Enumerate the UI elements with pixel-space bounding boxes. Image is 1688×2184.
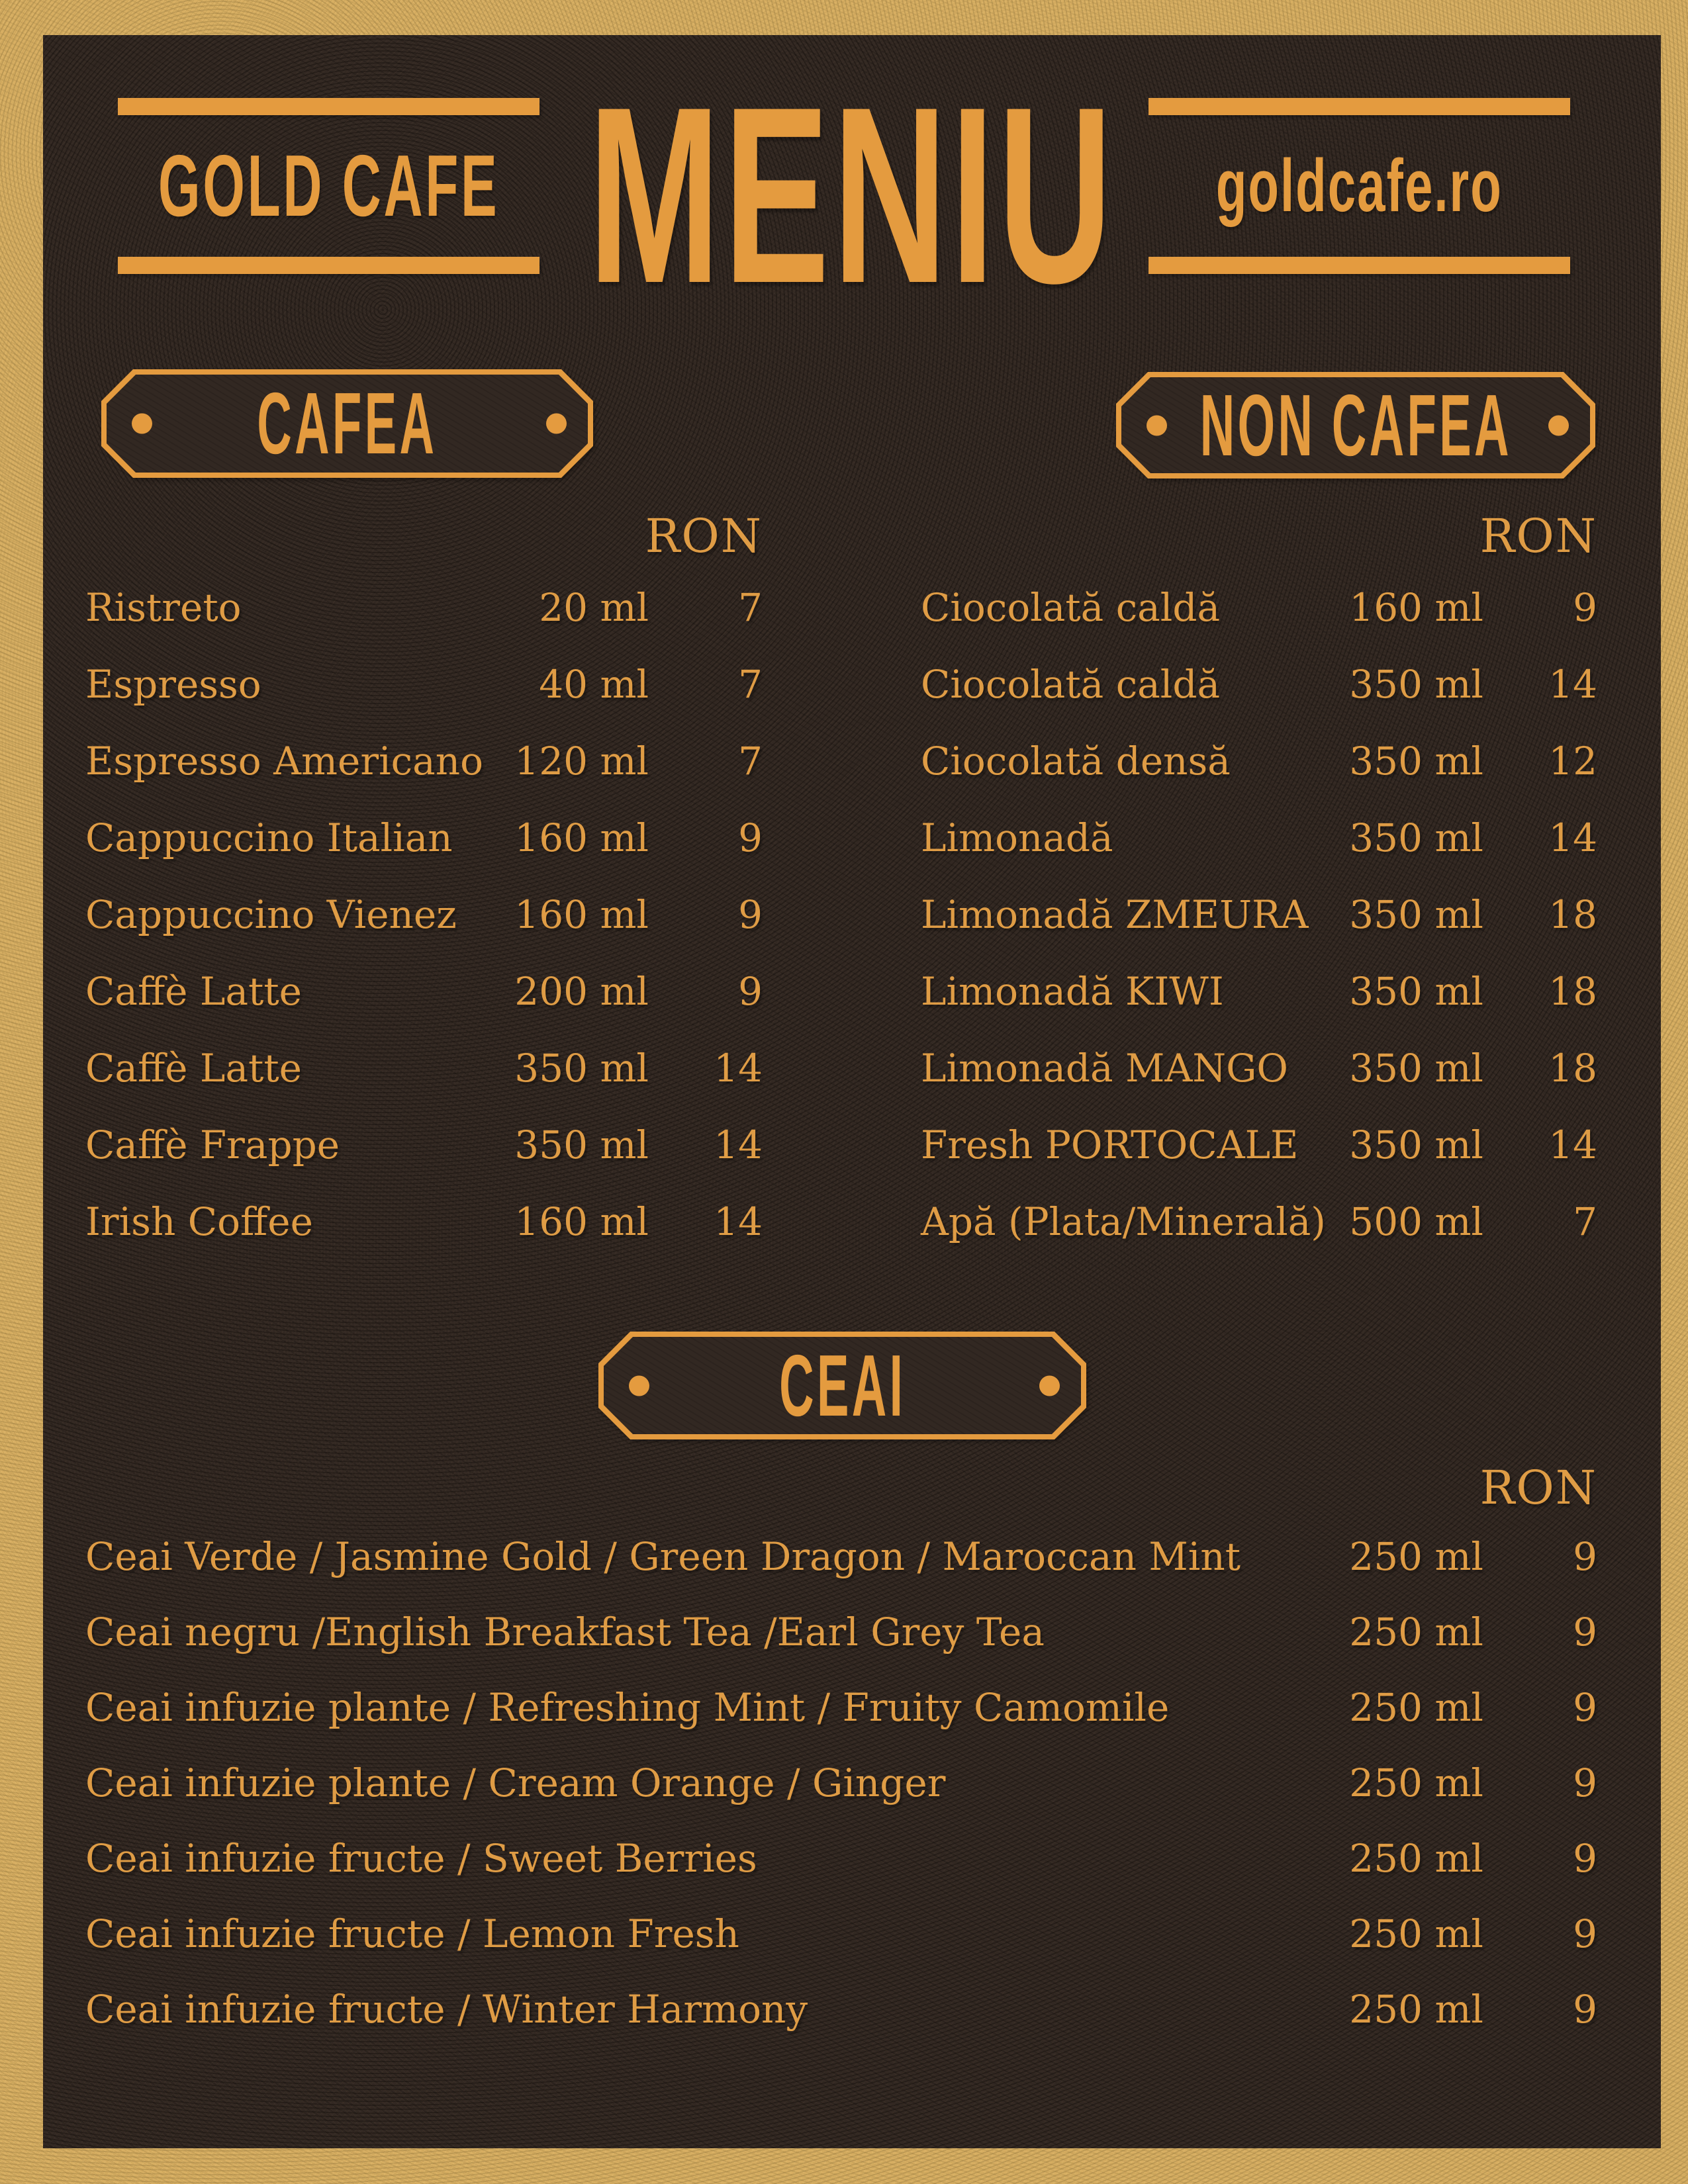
section-title-ceai: CEAI: [778, 1336, 906, 1434]
website-url: goldcafe.ro: [1216, 144, 1503, 227]
item-price: 9: [738, 815, 763, 860]
item-price: 18: [1548, 892, 1597, 937]
item-price: 14: [1548, 1122, 1597, 1167]
menu-item-row: [85, 876, 763, 953]
item-price: 7: [738, 662, 763, 707]
item-price: 9: [738, 969, 763, 1014]
item-price: 9: [1573, 1911, 1597, 1956]
item-price: 9: [1573, 1760, 1597, 1805]
item-volume: 350 ml: [1349, 1122, 1483, 1167]
item-name: Ciocolată densă: [921, 739, 1231, 784]
currency-header-non-cafea: RON: [1479, 509, 1597, 563]
item-volume: 250 ml: [1349, 1987, 1483, 2032]
item-price: 14: [1548, 815, 1597, 860]
menu-item-row: [85, 1670, 1597, 1745]
item-name: Apă (Plata/Minerală): [921, 1199, 1326, 1244]
item-price: 14: [714, 1122, 763, 1167]
item-price: 12: [1548, 739, 1597, 784]
item-name: Limonadă MANGO: [921, 1046, 1288, 1091]
menu-item-row: [85, 723, 763, 799]
item-price: 14: [714, 1046, 763, 1091]
menu-item-row: [85, 1107, 763, 1183]
section-title-cafea: CAFEA: [257, 375, 438, 472]
section-badge-cafea: [101, 369, 593, 478]
item-volume: 350 ml: [1349, 815, 1483, 860]
brand-rule-top-right: [1149, 98, 1570, 115]
item-price: 7: [1573, 1199, 1597, 1244]
currency-header-cafea: RON: [645, 509, 763, 563]
item-volume: 350 ml: [1349, 892, 1483, 937]
item-name: Limonadă ZMEURA: [921, 892, 1309, 937]
brand-block-right: [1149, 98, 1570, 274]
menu-item-row: [85, 569, 763, 646]
page-title: [434, 54, 1270, 336]
menu-item-row: [85, 646, 763, 723]
menu-item-row: [85, 1972, 1597, 2047]
menu-item-row: [85, 1896, 1597, 1972]
item-name: Ceai infuzie plante / Cream Orange / Ginger: [85, 1760, 946, 1805]
item-name: Ristreto: [85, 585, 242, 630]
item-name: Ciocolată caldă: [921, 662, 1221, 707]
menu-item-row: [85, 1519, 1597, 1594]
item-name: Irish Coffee: [85, 1199, 313, 1244]
item-name: Espresso Americano: [85, 739, 483, 784]
item-price: 9: [738, 892, 763, 937]
item-price: 14: [714, 1199, 763, 1244]
item-volume: 120 ml: [514, 739, 649, 784]
item-name: Ciocolată caldă: [921, 585, 1221, 630]
item-volume: 160 ml: [514, 815, 649, 860]
item-price: 9: [1573, 1534, 1597, 1579]
item-name: Caffè Latte: [85, 969, 302, 1014]
item-name: Ceai Verde / Jasmine Gold / Green Dragon / Maroccan Mint: [85, 1534, 1241, 1579]
item-price: 9: [1573, 1987, 1597, 2032]
item-volume: 160 ml: [514, 892, 649, 937]
item-volume: 250 ml: [1349, 1760, 1483, 1805]
item-volume: 350 ml: [514, 1122, 649, 1167]
item-volume: 350 ml: [1349, 662, 1483, 707]
item-price: 9: [1573, 1836, 1597, 1881]
item-name: Ceai negru /English Breakfast Tea /Earl Grey Tea: [85, 1610, 1045, 1655]
item-volume: 200 ml: [514, 969, 649, 1014]
menu-item-row: [85, 953, 763, 1030]
page-title-text: MENIU: [588, 54, 1116, 336]
item-price: 7: [738, 585, 763, 630]
item-volume: 250 ml: [1349, 1911, 1483, 1956]
menu-item-row: [85, 1183, 763, 1260]
item-name: Ceai infuzie fructe / Sweet Berries: [85, 1836, 757, 1881]
menu-item-row: [85, 1821, 1597, 1896]
item-price: 18: [1548, 1046, 1597, 1091]
item-name: Caffè Frappe: [85, 1122, 340, 1167]
currency-header-ceai: RON: [1479, 1461, 1597, 1515]
item-price: 9: [1573, 1685, 1597, 1730]
item-name: Fresh PORTOCALE: [921, 1122, 1299, 1167]
item-volume: 350 ml: [514, 1046, 649, 1091]
item-price: 18: [1548, 969, 1597, 1014]
item-price: 9: [1573, 585, 1597, 630]
item-name: Cappuccino Italian: [85, 815, 453, 860]
menu-item-row: [921, 1107, 1597, 1183]
item-volume: 350 ml: [1349, 739, 1483, 784]
item-volume: 160 ml: [514, 1199, 649, 1244]
item-name: Limonadă KIWI: [921, 969, 1224, 1014]
item-list-ceai: [85, 1519, 1597, 2047]
menu-item-row: [921, 723, 1597, 799]
item-volume: 20 ml: [539, 585, 649, 630]
item-name: Ceai infuzie fructe / Lemon Fresh: [85, 1911, 739, 1956]
brand-rule-bottom-right: [1149, 257, 1570, 274]
item-volume: 250 ml: [1349, 1685, 1483, 1730]
item-name: Cappuccino Vienez: [85, 892, 457, 937]
item-volume: 350 ml: [1349, 1046, 1483, 1091]
section-badge-non-cafea: [1116, 372, 1595, 478]
item-list-cafea: [85, 569, 763, 1260]
item-name: Espresso: [85, 662, 261, 707]
section-badge-ceai: [598, 1332, 1086, 1439]
item-volume: 250 ml: [1349, 1610, 1483, 1655]
menu-item-row: [85, 1594, 1597, 1670]
item-price: 7: [738, 739, 763, 784]
menu-item-row: [85, 1030, 763, 1107]
menu-item-row: [921, 1030, 1597, 1107]
item-volume: 500 ml: [1349, 1199, 1483, 1244]
menu-item-row: [921, 646, 1597, 723]
item-volume: 250 ml: [1349, 1534, 1483, 1579]
menu-item-row: [921, 1183, 1597, 1260]
item-volume: 350 ml: [1349, 969, 1483, 1014]
item-name: Caffè Latte: [85, 1046, 302, 1091]
item-name: Limonadă: [921, 815, 1113, 860]
item-price: 14: [1548, 662, 1597, 707]
section-title-non-cafea: NON CAFEA: [1199, 376, 1512, 474]
item-list-non-cafea: [921, 569, 1597, 1260]
item-volume: 160 ml: [1349, 585, 1483, 630]
menu-item-row: [921, 953, 1597, 1030]
menu-item-row: [921, 799, 1597, 876]
menu-panel: [43, 35, 1661, 2148]
item-volume: 40 ml: [539, 662, 649, 707]
brand-name: GOLD CAFE: [158, 137, 500, 234]
menu-item-row: [85, 1745, 1597, 1821]
item-price: 9: [1573, 1610, 1597, 1655]
item-volume: 250 ml: [1349, 1836, 1483, 1881]
item-name: Ceai infuzie fructe / Winter Harmony: [85, 1987, 808, 2032]
menu-item-row: [921, 876, 1597, 953]
menu-item-row: [921, 569, 1597, 646]
item-name: Ceai infuzie plante / Refreshing Mint / Fruity Camomile: [85, 1685, 1170, 1730]
menu-item-row: [85, 799, 763, 876]
